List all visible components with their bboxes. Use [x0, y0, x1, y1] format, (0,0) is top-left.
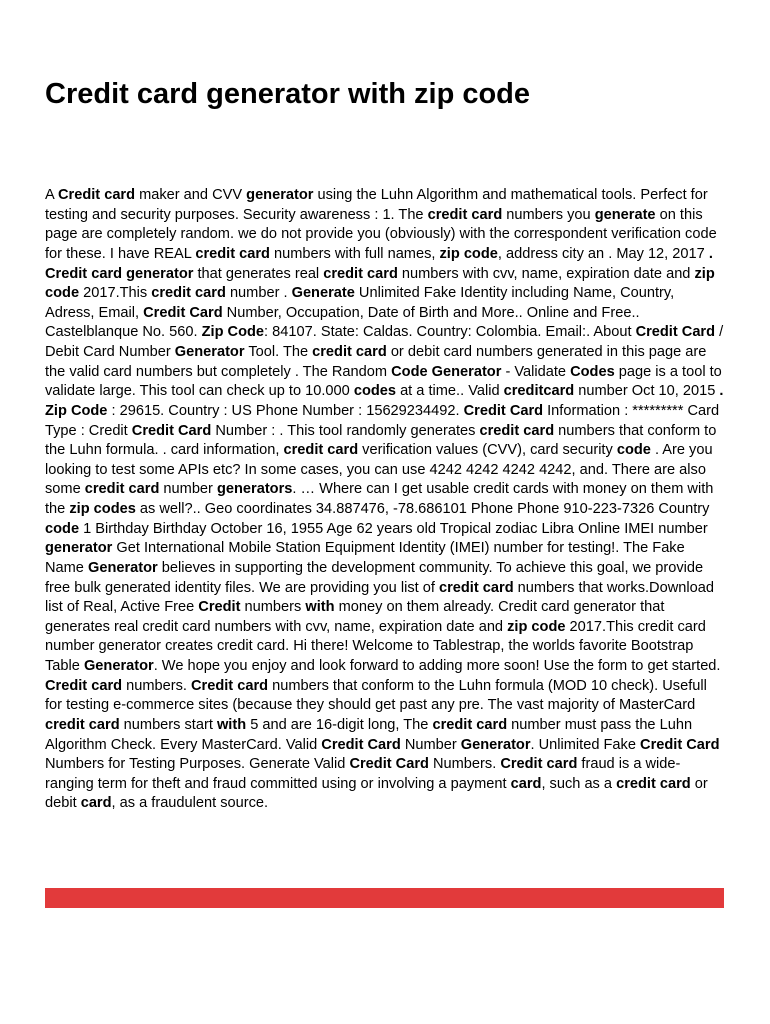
text-run: 5 and are 16-digit long, The — [246, 716, 433, 733]
text-run: numbers with cvv, name, expiration date and — [397, 265, 695, 282]
text-run: numbers with full names, — [269, 245, 440, 262]
text-run: numbers — [240, 599, 306, 616]
text-run: number must pass the Luhn Algorithm Check. Every MasterCard. Valid — [45, 716, 693, 753]
bold-keyword: code — [45, 520, 80, 537]
bold-keyword: Generate — [291, 285, 355, 302]
text-run: . … Where can I get usable credit cards with money on them with the — [45, 481, 714, 517]
bold-keyword: . Credit card generator — [45, 245, 713, 282]
bold-keyword: Credit Card — [635, 324, 716, 341]
bold-keyword: Credit Card — [131, 422, 212, 439]
text-run: Tool. The — [244, 344, 313, 360]
bold-keyword: . Zip Code — [45, 383, 724, 419]
bold-keyword: zip code — [507, 618, 566, 635]
text-run: numbers that conform to the Luhn formula (MOD 10 check). Usefull for testing e-commerce sites (because they should get past any pre. The vast majority of MasterCard — [45, 677, 707, 714]
bold-keyword: Credit — [198, 599, 241, 616]
bold-keyword: Generator — [460, 736, 531, 753]
text-run: Information : ********* Card Type : Credit — [45, 402, 720, 439]
bold-keyword: Generator — [174, 344, 245, 360]
bold-keyword: Generator — [83, 658, 154, 674]
text-run: Unlimited Fake Identity including Name, Country, Adress, Email, — [45, 285, 675, 321]
text-run: numbers that works.Download list of Real, Active Free — [45, 579, 714, 616]
text-run: 2017.This — [79, 285, 152, 302]
text-run: Numbers for Testing Purposes. Generate Valid — [45, 756, 350, 773]
bold-keyword: Code Generator — [391, 363, 502, 380]
bold-keyword: credit card — [84, 481, 160, 498]
bold-keyword: Generator — [87, 559, 158, 576]
text-run: . Are you looking to test some APIs etc? In some cases, you can use 4242 4242 4242 4242, and. There are also some — [45, 442, 713, 498]
bold-keyword: creditcard — [503, 383, 575, 400]
bold-keyword: Credit card — [57, 187, 136, 203]
bold-keyword: credit card — [195, 245, 270, 262]
bold-keyword: Codes — [570, 363, 615, 380]
text-run: number Oct 10, 2015 — [574, 383, 720, 400]
text-run: , address city an . May 12, 2017 — [497, 245, 709, 262]
text-run: . Unlimited Fake — [530, 736, 641, 753]
text-run: page is a tool to validate large. This tool can check up to 10.000 — [45, 363, 722, 400]
text-run: number — [159, 481, 217, 498]
bold-keyword: Credit Card — [143, 304, 223, 321]
bold-keyword: credit card — [323, 265, 398, 282]
text-run: Get International Mobile Station Equipment Identity (IMEI) number for testing!. The Fake Name — [45, 540, 685, 576]
bold-keyword: credit card — [616, 775, 691, 792]
bold-keyword: card — [510, 775, 542, 792]
text-run: Number — [400, 736, 461, 753]
text-run: , as a fraudulent source. — [111, 795, 269, 812]
text-run: or debit — [45, 775, 708, 812]
bold-keyword: Credit card — [191, 677, 269, 694]
bold-keyword: generator — [45, 540, 113, 557]
bold-keyword: credit card — [312, 344, 387, 360]
text-run: : 29615. Country : US Phone Number : 15629234492. — [107, 402, 464, 419]
text-run: numbers start — [119, 716, 217, 733]
bold-keyword: zip codes — [69, 501, 136, 517]
bold-keyword: Credit card — [45, 677, 123, 694]
bold-keyword: Credit card — [500, 756, 578, 773]
text-run: that generates real — [193, 265, 324, 282]
bold-keyword: Credit Card — [463, 402, 544, 419]
text-run: money on them already. Credit card generator that generates real credit card numbers with cvv, name, expiration date and — [45, 599, 665, 635]
text-run: A — [45, 187, 58, 203]
bold-keyword: Credit Card — [321, 736, 401, 753]
bold-keyword: zip code — [45, 265, 715, 302]
bold-keyword: codes — [353, 383, 397, 400]
text-run: Number : . This tool randomly generates — [211, 422, 480, 439]
text-run: numbers. — [122, 677, 191, 694]
text-run: fraud is a wide-ranging term for theft and fraud committed using or involving a payment — [45, 756, 681, 792]
text-run: numbers you — [502, 206, 595, 223]
page-title: Credit card generator with zip code — [45, 78, 531, 110]
text-run: or debit card numbers generated in this page are the valid card numbers but completely . The Random — [45, 344, 707, 380]
text-run: numbers that conform to the Luhn formula. . card information, — [45, 422, 717, 459]
text-run: - Validate — [501, 363, 571, 380]
bold-keyword: credit card — [432, 716, 508, 733]
bold-keyword: zip code — [439, 245, 498, 262]
bold-keyword: code — [616, 442, 651, 459]
bold-keyword: with — [305, 599, 335, 616]
text-run: Number, Occupation, Date of Birth and More.. Online and Free.. Castelblanque No. 560. — [45, 304, 640, 341]
text-run: , such as a — [541, 775, 617, 792]
bold-keyword: credit card — [283, 442, 359, 459]
body-paragraph — [45, 186, 725, 814]
text-run: number . — [225, 285, 292, 302]
text-run: . We hope you enjoy and look forward to adding more soon! Use the form to get started. — [153, 658, 721, 674]
text-run: as well?.. Geo coordinates 34.887476, -78.686101 Phone Phone 910-223-7326 Country — [135, 501, 710, 517]
text-run: verification values (CVV), card security — [358, 442, 617, 459]
red-divider-bar — [45, 888, 724, 908]
text-run: using the Luhn Algorithm and mathematical tools. Perfect for testing and security purposes. Security awareness : 1. The — [45, 187, 708, 223]
bold-keyword: credit card — [438, 579, 514, 596]
text-run: maker and CVV — [135, 187, 247, 203]
bold-keyword: generator — [246, 187, 314, 203]
bold-keyword: credit card — [479, 422, 555, 439]
bold-keyword: Credit Card — [640, 736, 720, 753]
bold-keyword: generators — [216, 481, 293, 498]
bold-keyword: with — [216, 716, 247, 733]
text-run: / Debit Card Number — [45, 324, 724, 360]
text-run: on this page are completely random. we do not provide you (obviously) with the correspondent verification code for these. I have REAL — [45, 206, 717, 262]
text-run: : 84107. State: Caldas. Country: Colombia. Email:. About — [264, 324, 636, 341]
bold-keyword: credit card — [427, 206, 503, 223]
bold-keyword: generate — [594, 206, 656, 223]
text-run: at a time.. Valid — [396, 383, 504, 400]
bold-keyword: Credit Card — [349, 756, 429, 773]
text-run: believes in supporting the development community. To achieve this goal, we provide free bulk generated identity files. We are providing you list of — [45, 559, 704, 596]
text-run: 2017.This credit card number generator creates credit card. Hi there! Welcome to Tablestrap, the worlds favorite Bootstrap Table — [45, 618, 706, 674]
bold-keyword: Zip Code — [201, 324, 265, 341]
bold-keyword: credit card — [151, 285, 226, 302]
text-run: 1 Birthday Birthday October 16, 1955 Age 62 years old Tropical zodiac Libra Online IMEI number — [79, 520, 708, 537]
bold-keyword: card — [80, 795, 112, 812]
text-run: Numbers. — [428, 756, 501, 773]
bold-keyword: credit card — [45, 716, 120, 733]
